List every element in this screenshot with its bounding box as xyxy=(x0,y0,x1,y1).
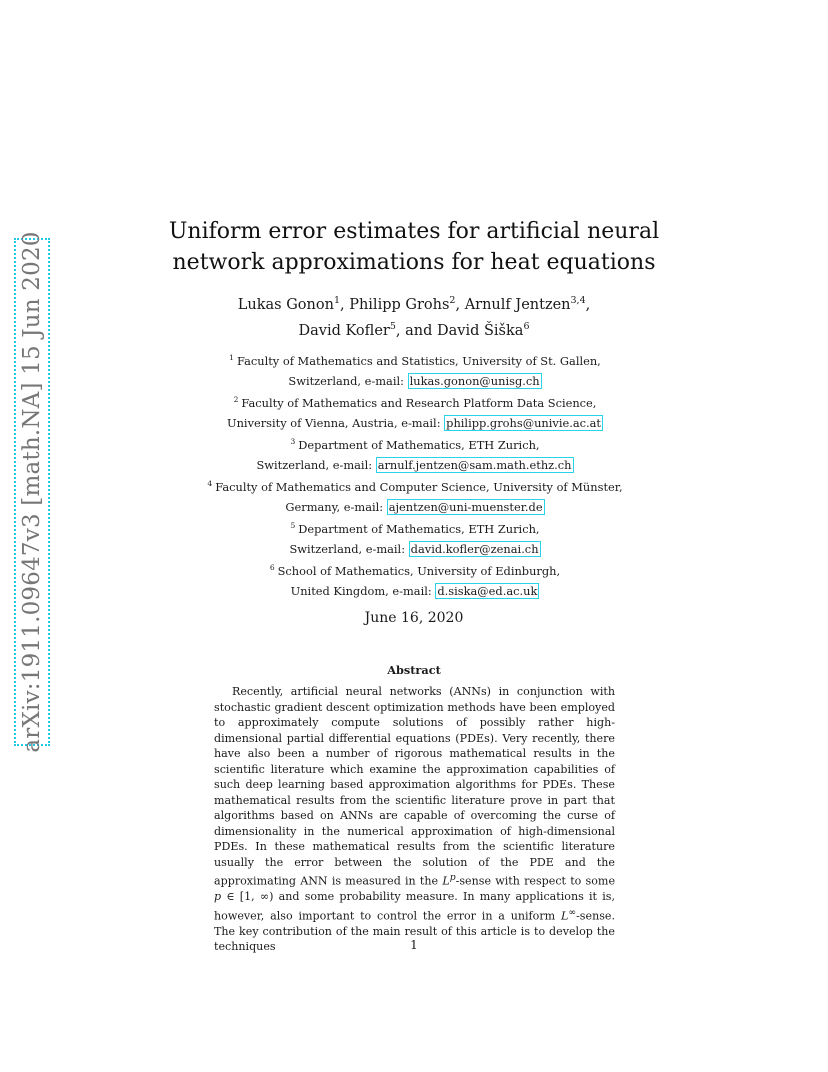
math-symbol: p xyxy=(214,890,222,904)
affiliation-text: School of Mathematics, University of Edinburgh, xyxy=(277,563,561,578)
affiliation-text: University of Vienna, Austria, e-mail: xyxy=(226,415,445,430)
author-list xyxy=(150,290,678,342)
abstract-heading: Abstract xyxy=(387,663,441,677)
affiliation-1 xyxy=(170,348,660,391)
affiliation-number: 6 xyxy=(269,563,275,572)
affiliation-number: 5 xyxy=(290,521,296,530)
abstract-text: Recently, artificial neural networks (ANNs) in conjunction with stochastic gradient descent optimization methods have been employed to approximately compute solutions of possibly rather high-dimensional partial differential equations (PDEs). Very recently, there have also been a number of rigorous mathematical results in the scientific literature which examine the approximation capabilities of such deep learning based approximation algorithms for PDEs. These mathematical results from the scientific literature prove in part that algorithms based on ANNs are capable of overcoming the curse of dimensionality in the numerical approximation of high-dimensional PDEs. In these mathematical results from the scientific literature usually the error between the solution of the PDE and the approximating ANN is measured in the xyxy=(214,685,615,888)
author-separator: , xyxy=(339,296,350,313)
affiliation-text: Faculty of Mathematics and Research Platform Data Science, xyxy=(241,395,597,410)
affiliation-text: Department of Mathematics, ETH Zurich, xyxy=(298,437,540,452)
author-name: Lukas Gonon xyxy=(237,296,334,313)
author-name: David Šiška xyxy=(437,322,524,339)
math-symbol: ∞ xyxy=(568,906,577,918)
affiliation-number: 4 xyxy=(207,479,213,488)
affiliation-text: Faculty of Mathematics and Statistics, University of St. Gallen, xyxy=(236,353,601,368)
email-link[interactable]: arnulf.jentzen@sam.math.ethz.ch xyxy=(377,457,572,472)
affiliation-number: 2 xyxy=(233,395,239,404)
affiliation-text: Faculty of Mathematics and Computer Science, University of Münster, xyxy=(215,479,623,494)
page-number: 1 xyxy=(410,938,418,952)
affiliation-3 xyxy=(170,432,660,475)
math-symbol: L xyxy=(442,874,450,888)
affiliation-text: Switzerland, e-mail: xyxy=(256,457,376,472)
affiliation-6 xyxy=(170,558,660,601)
affiliation-text: Switzerland, e-mail: xyxy=(288,373,408,388)
email-link[interactable]: philipp.grohs@univie.ac.at xyxy=(446,415,601,430)
affiliation-text: Germany, e-mail: xyxy=(285,499,387,514)
author-separator: , and xyxy=(395,322,437,339)
author-affil-mark: 3,4 xyxy=(570,295,586,306)
author-line-2 xyxy=(150,316,678,342)
author-name: David Kofler xyxy=(298,322,390,339)
arxiv-stamp[interactable] xyxy=(14,231,50,753)
author-affil-mark: 5 xyxy=(389,320,396,332)
abstract-text: ∈ [1, ∞) and some probability measure. In many applications it is, however, also important to control the error in a uniform xyxy=(214,890,615,923)
affiliation-text: Switzerland, e-mail: xyxy=(289,541,409,556)
author-affil-mark: 2 xyxy=(449,295,456,306)
email-link[interactable]: lukas.gonon@unisg.ch xyxy=(409,373,540,388)
affiliation-number: 1 xyxy=(229,353,234,362)
math-symbol: p xyxy=(449,872,456,883)
arxiv-stamp-text: arXiv:1911.09647v3 [math.NA] 15 Jun 2020 xyxy=(19,231,45,753)
abstract-body xyxy=(214,684,615,955)
paper-date: June 16, 2020 xyxy=(364,610,464,626)
author-line-1 xyxy=(150,290,678,316)
affiliation-5 xyxy=(170,516,660,559)
author-name: Philipp Grohs xyxy=(349,296,450,313)
affiliation-2 xyxy=(170,390,660,433)
author-affil-mark: 6 xyxy=(523,320,530,332)
abstract-text: -sense. The key contribution of the main result of this article is to develop the techniques xyxy=(214,909,615,954)
author-separator: , xyxy=(455,296,465,313)
affiliation-text: United Kingdom, e-mail: xyxy=(290,583,436,598)
affiliation-number: 3 xyxy=(290,437,296,446)
abstract-text: -sense with respect to some xyxy=(455,874,616,888)
author-separator: , xyxy=(585,296,591,313)
email-link[interactable]: d.siska@ed.ac.uk xyxy=(437,583,538,598)
author-affil-mark: 1 xyxy=(333,295,340,306)
affiliation-4 xyxy=(170,474,660,517)
email-link[interactable]: ajentzen@uni-muenster.de xyxy=(388,499,543,514)
email-link[interactable]: david.kofler@zenai.ch xyxy=(410,541,539,556)
paper-title: Uniform error estimates for artificial neural network approximations for heat equations xyxy=(168,219,660,275)
affiliation-text: Department of Mathematics, ETH Zurich, xyxy=(298,521,540,536)
math-symbol: L xyxy=(560,909,569,923)
author-name: Arnulf Jentzen xyxy=(464,296,571,313)
